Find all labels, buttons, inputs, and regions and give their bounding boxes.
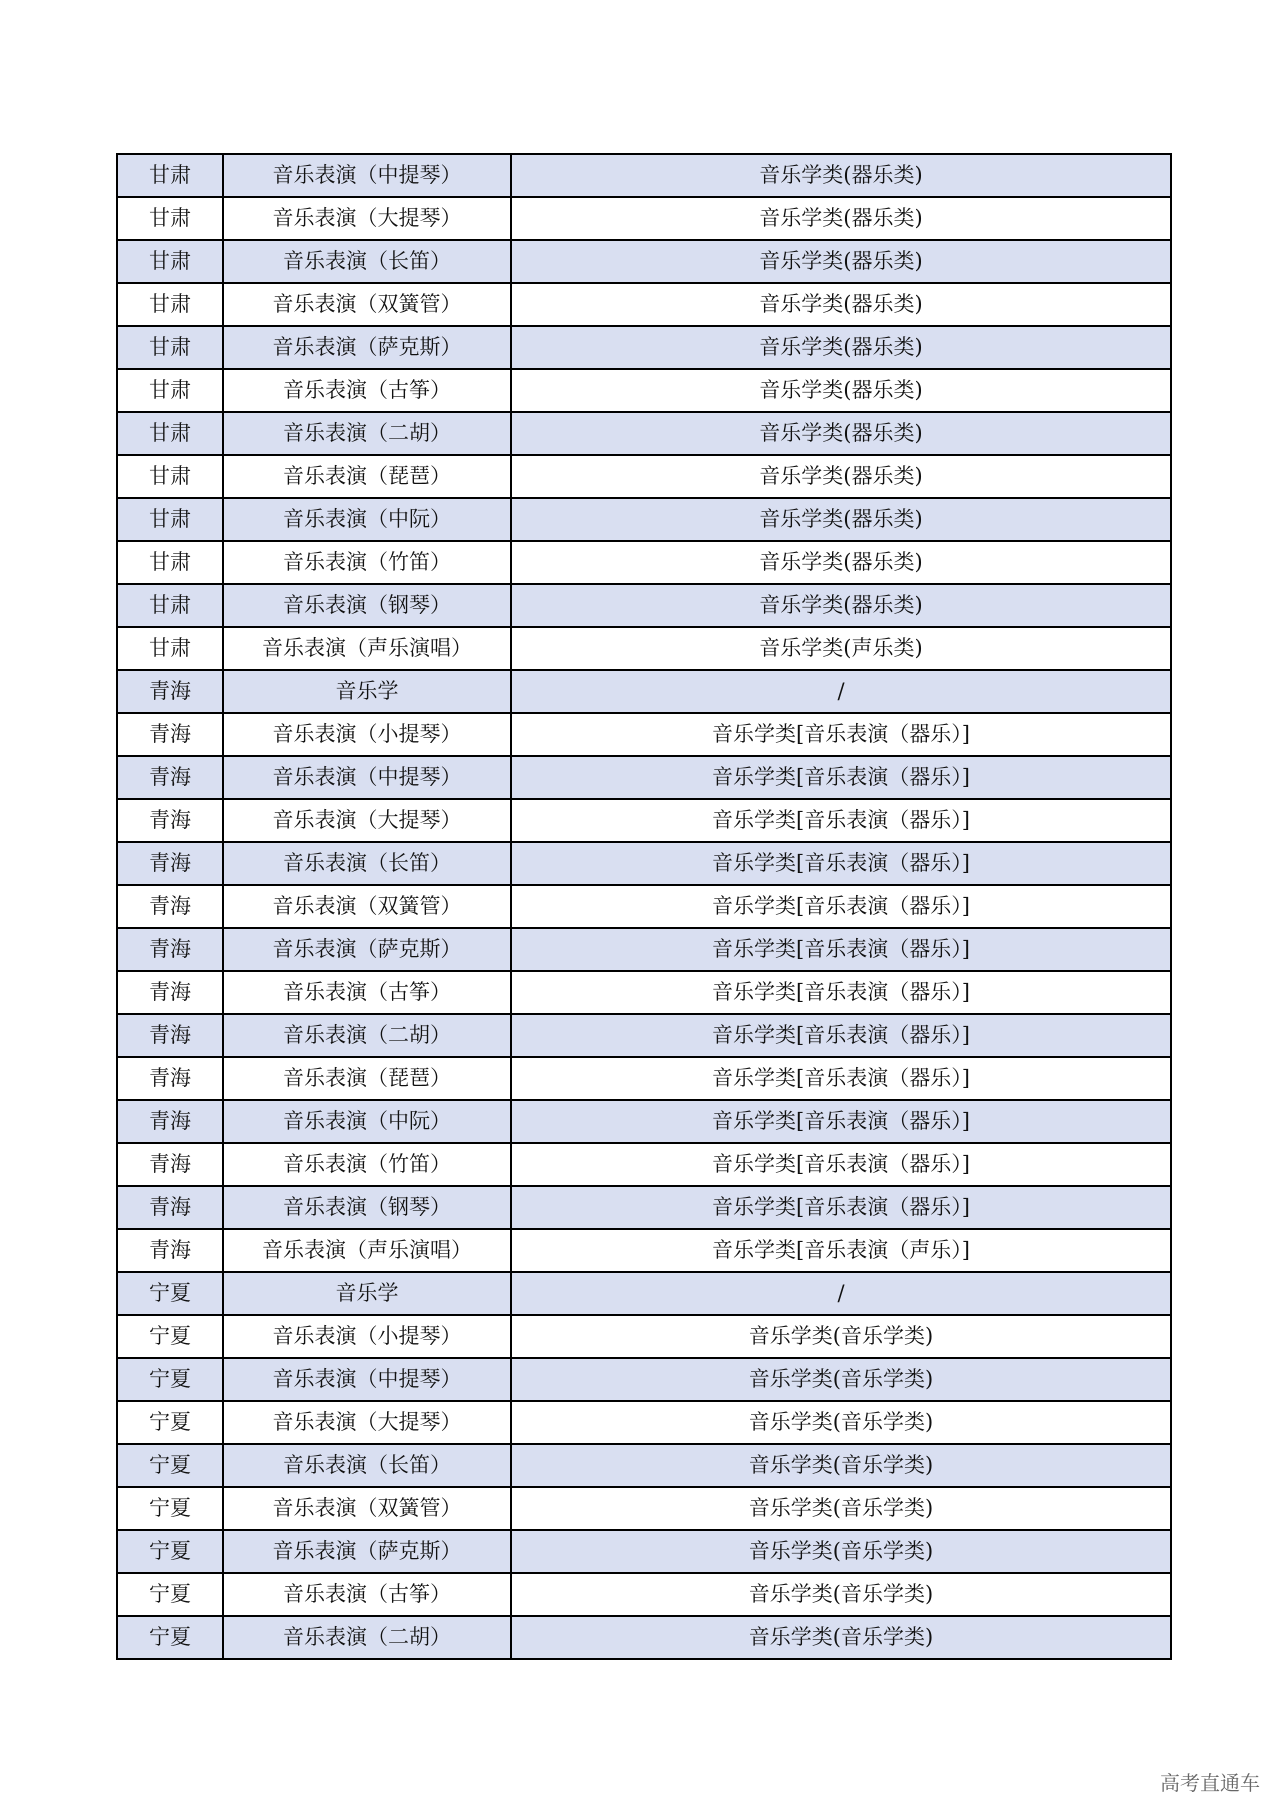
major-cell: 音乐表演（萨克斯） (223, 1530, 511, 1573)
table-row (117, 1057, 1171, 1100)
province-cell: 青海 (117, 885, 223, 928)
province-cell: 青海 (117, 1143, 223, 1186)
table-row (117, 928, 1171, 971)
province-cell: 青海 (117, 1100, 223, 1143)
category-cell: 音乐学类(器乐类) (511, 498, 1171, 541)
major-cell: 音乐表演（古筝） (223, 971, 511, 1014)
province-cell: 青海 (117, 713, 223, 756)
table-row (117, 627, 1171, 670)
category-cell: 音乐学类[音乐表演（器乐）] (511, 1057, 1171, 1100)
category-cell: 音乐学类[音乐表演（器乐）] (511, 799, 1171, 842)
category-cell: 音乐学类(器乐类) (511, 283, 1171, 326)
major-cell: 音乐表演（琵琶） (223, 1057, 511, 1100)
province-cell: 甘肃 (117, 584, 223, 627)
category-cell: 音乐学类[音乐表演（器乐）] (511, 1100, 1171, 1143)
province-cell: 青海 (117, 842, 223, 885)
table-row (117, 1100, 1171, 1143)
category-cell: 音乐学类(音乐学类) (511, 1444, 1171, 1487)
province-cell: 甘肃 (117, 455, 223, 498)
table-row (117, 1186, 1171, 1229)
major-cell: 音乐表演（双簧管） (223, 1487, 511, 1530)
table-row (117, 240, 1171, 283)
category-cell: / (511, 670, 1171, 713)
major-cell: 音乐表演（中提琴） (223, 1358, 511, 1401)
category-cell: 音乐学类[音乐表演（器乐）] (511, 842, 1171, 885)
province-cell: 宁夏 (117, 1315, 223, 1358)
table-row (117, 842, 1171, 885)
category-cell: 音乐学类(器乐类) (511, 240, 1171, 283)
province-cell: 宁夏 (117, 1444, 223, 1487)
table-row (117, 197, 1171, 240)
category-cell: 音乐学类(音乐学类) (511, 1530, 1171, 1573)
major-cell: 音乐表演（二胡） (223, 412, 511, 455)
province-cell: 宁夏 (117, 1573, 223, 1616)
province-cell: 青海 (117, 1014, 223, 1057)
major-cell: 音乐学 (223, 670, 511, 713)
province-cell: 宁夏 (117, 1616, 223, 1659)
table-row (117, 1014, 1171, 1057)
province-cell: 青海 (117, 799, 223, 842)
category-cell: 音乐学类[音乐表演（器乐）] (511, 756, 1171, 799)
table-row (117, 1573, 1171, 1616)
table-row (117, 1530, 1171, 1573)
category-cell: 音乐学类(音乐学类) (511, 1487, 1171, 1530)
category-cell: 音乐学类(器乐类) (511, 197, 1171, 240)
table-row (117, 885, 1171, 928)
major-cell: 音乐表演（长笛） (223, 842, 511, 885)
table-row (117, 713, 1171, 756)
major-cell: 音乐表演（二胡） (223, 1616, 511, 1659)
major-cell: 音乐表演（二胡） (223, 1014, 511, 1057)
category-cell: 音乐学类(音乐学类) (511, 1401, 1171, 1444)
category-cell: / (511, 1272, 1171, 1315)
category-cell: 音乐学类(音乐学类) (511, 1573, 1171, 1616)
category-cell: 音乐学类(器乐类) (511, 584, 1171, 627)
province-cell: 宁夏 (117, 1358, 223, 1401)
province-cell: 甘肃 (117, 627, 223, 670)
province-cell: 宁夏 (117, 1272, 223, 1315)
major-cell: 音乐表演（大提琴） (223, 1401, 511, 1444)
province-cell: 甘肃 (117, 369, 223, 412)
province-cell: 宁夏 (117, 1487, 223, 1530)
major-cell: 音乐表演（萨克斯） (223, 928, 511, 971)
table-row (117, 326, 1171, 369)
major-cell: 音乐表演（长笛） (223, 240, 511, 283)
table-row (117, 1616, 1171, 1659)
major-cell: 音乐表演（大提琴） (223, 799, 511, 842)
table-row (117, 455, 1171, 498)
table-row (117, 1401, 1171, 1444)
province-cell: 甘肃 (117, 498, 223, 541)
province-cell: 甘肃 (117, 197, 223, 240)
province-cell: 甘肃 (117, 154, 223, 197)
table-row (117, 541, 1171, 584)
major-cell: 音乐学 (223, 1272, 511, 1315)
major-cell: 音乐表演（竹笛） (223, 541, 511, 584)
table-row (117, 799, 1171, 842)
province-cell: 青海 (117, 670, 223, 713)
province-cell: 甘肃 (117, 240, 223, 283)
province-cell: 青海 (117, 756, 223, 799)
category-cell: 音乐学类[音乐表演（器乐）] (511, 1186, 1171, 1229)
table-row (117, 369, 1171, 412)
table-row (117, 283, 1171, 326)
province-cell: 青海 (117, 1057, 223, 1100)
major-cell: 音乐表演（双簧管） (223, 283, 511, 326)
category-cell: 音乐学类(器乐类) (511, 369, 1171, 412)
province-cell: 甘肃 (117, 283, 223, 326)
table-row (117, 412, 1171, 455)
province-cell: 宁夏 (117, 1530, 223, 1573)
major-cell: 音乐表演（大提琴） (223, 197, 511, 240)
table-row (117, 1143, 1171, 1186)
table-row (117, 756, 1171, 799)
table-row (117, 1358, 1171, 1401)
major-cell: 音乐表演（双簧管） (223, 885, 511, 928)
category-cell: 音乐学类[音乐表演（器乐）] (511, 1143, 1171, 1186)
province-cell: 青海 (117, 1229, 223, 1272)
category-cell: 音乐学类(器乐类) (511, 412, 1171, 455)
category-cell: 音乐学类[音乐表演（器乐）] (511, 885, 1171, 928)
category-cell: 音乐学类(声乐类) (511, 627, 1171, 670)
province-cell: 甘肃 (117, 541, 223, 584)
major-cell: 音乐表演（声乐演唱） (223, 627, 511, 670)
category-cell: 音乐学类(音乐学类) (511, 1315, 1171, 1358)
category-cell: 音乐学类(器乐类) (511, 154, 1171, 197)
category-cell: 音乐学类[音乐表演（器乐）] (511, 1014, 1171, 1057)
province-cell: 甘肃 (117, 326, 223, 369)
major-cell: 音乐表演（中提琴） (223, 756, 511, 799)
province-cell: 宁夏 (117, 1401, 223, 1444)
major-cell: 音乐表演（中阮） (223, 1100, 511, 1143)
category-cell: 音乐学类[音乐表演（声乐）] (511, 1229, 1171, 1272)
table-row (117, 971, 1171, 1014)
province-cell: 青海 (117, 971, 223, 1014)
major-cell: 音乐表演（钢琴） (223, 1186, 511, 1229)
table-row (117, 1444, 1171, 1487)
category-cell: 音乐学类[音乐表演（器乐）] (511, 713, 1171, 756)
major-cell: 音乐表演（中阮） (223, 498, 511, 541)
major-cell: 音乐表演（小提琴） (223, 713, 511, 756)
category-cell: 音乐学类[音乐表演（器乐）] (511, 971, 1171, 1014)
table-row (117, 1487, 1171, 1530)
table-row (117, 584, 1171, 627)
category-cell: 音乐学类(器乐类) (511, 326, 1171, 369)
table-body (117, 154, 1171, 1659)
major-cell: 音乐表演（古筝） (223, 369, 511, 412)
province-cell: 青海 (117, 928, 223, 971)
major-cell: 音乐表演（竹笛） (223, 1143, 511, 1186)
category-cell: 音乐学类(音乐学类) (511, 1358, 1171, 1401)
data-table (116, 153, 1172, 1660)
major-cell: 音乐表演（中提琴） (223, 154, 511, 197)
table-row (117, 670, 1171, 713)
major-cell: 音乐表演（声乐演唱） (223, 1229, 511, 1272)
table-row (117, 498, 1171, 541)
category-cell: 音乐学类(器乐类) (511, 541, 1171, 584)
major-cell: 音乐表演（古筝） (223, 1573, 511, 1616)
province-cell: 青海 (117, 1186, 223, 1229)
table-row (117, 1315, 1171, 1358)
table-row (117, 1272, 1171, 1315)
major-cell: 音乐表演（钢琴） (223, 584, 511, 627)
category-cell: 音乐学类[音乐表演（器乐）] (511, 928, 1171, 971)
major-cell: 音乐表演（琵琶） (223, 455, 511, 498)
province-cell: 甘肃 (117, 412, 223, 455)
category-cell: 音乐学类(音乐学类) (511, 1616, 1171, 1659)
watermark-text: 高考直通车 (1160, 1771, 1260, 1795)
table-row (117, 1229, 1171, 1272)
major-cell: 音乐表演（小提琴） (223, 1315, 511, 1358)
major-cell: 音乐表演（萨克斯） (223, 326, 511, 369)
category-cell: 音乐学类(器乐类) (511, 455, 1171, 498)
major-cell: 音乐表演（长笛） (223, 1444, 511, 1487)
table-row (117, 154, 1171, 197)
